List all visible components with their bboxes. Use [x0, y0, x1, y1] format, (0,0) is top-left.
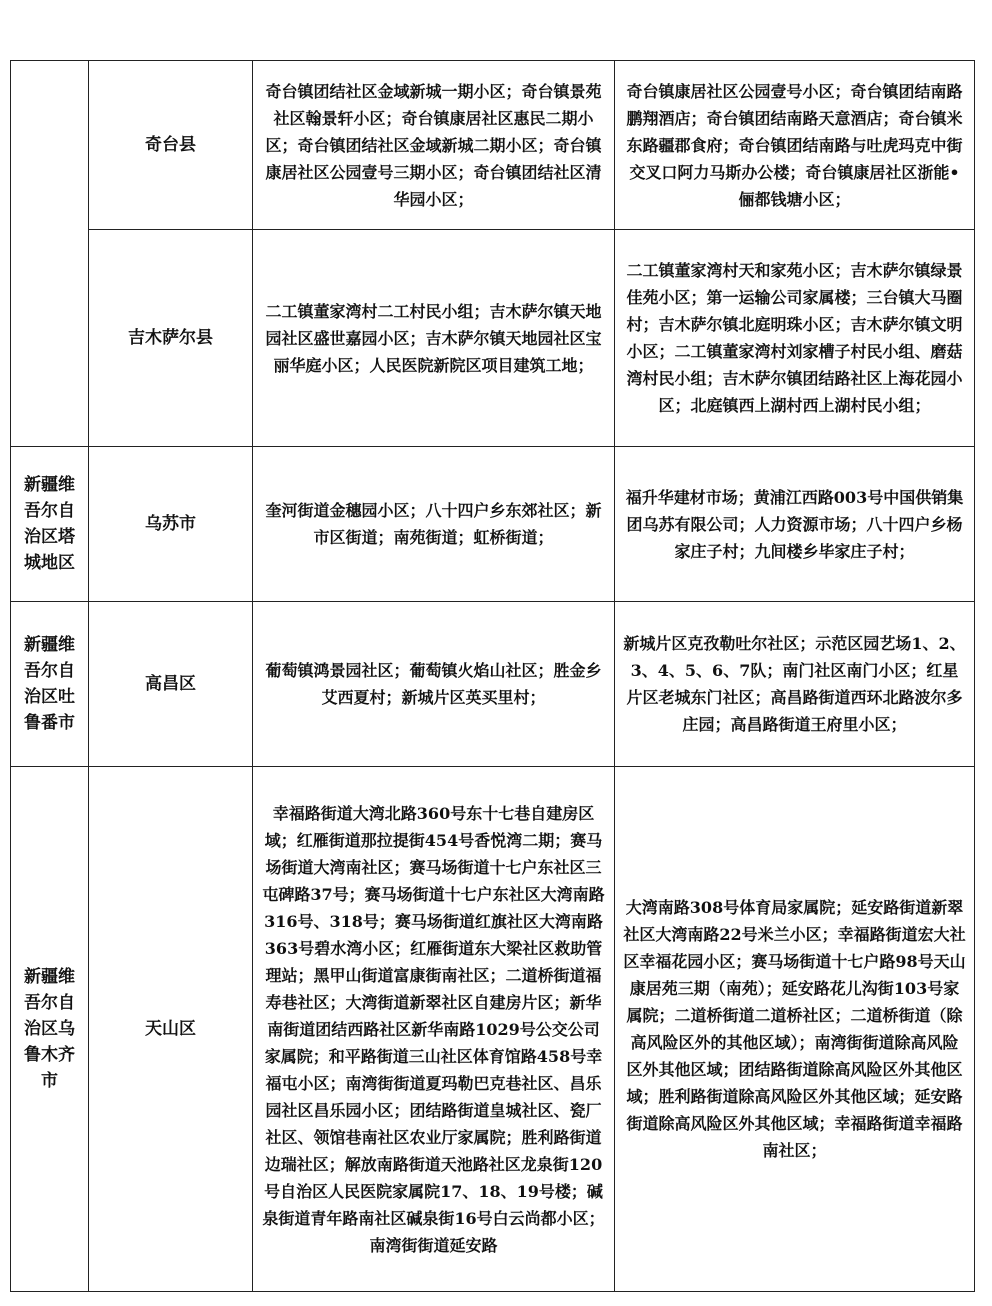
table-row — [11, 767, 975, 1292]
region-cell — [11, 61, 89, 447]
high-risk-area-list: 二工镇董家湾村二工村民小组；吉木萨尔镇天地园社区盛世嘉园小区；吉木萨尔镇天地园社区宝丽华庭小区；人民医院新院区项目建筑工地； — [253, 230, 615, 447]
county-cell: 天山区 — [89, 767, 253, 1292]
risk-area-table — [10, 60, 975, 1292]
county-cell: 吉木萨尔县 — [89, 230, 253, 447]
region-cell: 新疆维吾尔自治区乌鲁木齐市 — [11, 767, 89, 1292]
medium-risk-area-list: 二工镇董家湾村天和家苑小区；吉木萨尔镇绿景佳苑小区；第一运输公司家属楼；三台镇大马圈村；吉木萨尔镇北庭明珠小区；吉木萨尔镇文明小区；二工镇董家湾村刘家槽子村民小组、磨菇湾村民小组；吉木萨尔镇团结路社区上海花园小区；北庭镇西上湖村西上湖村民小组； — [615, 230, 975, 447]
county-cell: 乌苏市 — [89, 447, 253, 602]
table-row — [11, 61, 975, 230]
region-cell: 新疆维吾尔自治区塔城地区 — [11, 447, 89, 602]
table-row — [11, 447, 975, 602]
high-risk-area-list: 奇台镇团结社区金域新城一期小区；奇台镇景苑社区翰景轩小区；奇台镇康居社区惠民二期小区；奇台镇团结社区金域新城二期小区；奇台镇康居社区公园壹号三期小区；奇台镇团结社区清华园小区； — [253, 61, 615, 230]
high-risk-area-list: 奎河街道金穗园小区；八十四户乡东郊社区；新市区街道；南苑街道；虹桥街道； — [253, 447, 615, 602]
medium-risk-area-list: 新城片区克孜勒吐尔社区；示范区园艺场1、2、3、4、5、6、7队；南门社区南门小区；红星片区老城东门社区；高昌路街道西环北路波尔多庄园；高昌路街道王府里小区； — [615, 602, 975, 767]
high-risk-area-list: 幸福路街道大湾北路360号东十七巷自建房区域；红雁街道那拉提街454号香悦湾二期；赛马场街道大湾南社区；赛马场街道十七户东社区三屯碑路37号；赛马场街道十七户东社区大湾南路316号、318号；赛马场街道红旗社区大湾南路363号碧水湾小区；红雁街道东大梁社区救助管理站；黑甲山街道富康街南社区；二道桥街道福寿巷社区；大湾街道新翠社区自建房片区；新华南街道团结西路社区新华南路1029号公交公司家属院；和平路街道三山社区体育馆路458号幸福屯小区；南湾街街道夏玛勒巴克巷社区、昌乐园社区昌乐园小区；团结路街道皇城社区、瓷厂社区、领馆巷南社区农业厅家属院；胜利路街道边瑞社区；解放南路街道天池路社区龙泉街120号自治区人民医院家属院17、18、19号楼；碱泉街道青年路南社区碱泉街16号白云尚都小区；南湾街街道延安路 — [253, 767, 615, 1292]
medium-risk-area-list: 大湾南路308号体育局家属院；延安路街道新翠社区大湾南路22号米兰小区；幸福路街道宏大社区幸福花园小区；赛马场街道十七户路98号天山康居苑三期（南苑）；延安路花儿沟街103号家属院；二道桥街道二道桥社区；二道桥街道（除高风险区外的其他区域）；南湾街街道除高风险区外其他区域；团结路街道除高风险区外其他区域；胜利路街道除高风险区外其他区域；延安路街道除高风险区外其他区域；幸福路街道幸福路南社区； — [615, 767, 975, 1292]
region-cell: 新疆维吾尔自治区吐鲁番市 — [11, 602, 89, 767]
medium-risk-area-list: 奇台镇康居社区公园壹号小区；奇台镇团结南路鹏翔酒店；奇台镇团结南路天意酒店；奇台镇米东路疆郡食府；奇台镇团结南路与吐虎玛克中街交叉口阿力马斯办公楼；奇台镇康居社区浙能•俪都钱塘小区； — [615, 61, 975, 230]
medium-risk-area-list: 福升华建材市场；黄浦江西路003号中国供销集团乌苏有限公司；人力资源市场；八十四户乡杨家庄子村；九间楼乡毕家庄子村； — [615, 447, 975, 602]
county-cell: 奇台县 — [89, 61, 253, 230]
table-row — [11, 602, 975, 767]
table-row — [11, 230, 975, 447]
high-risk-area-list: 葡萄镇鸿景园社区；葡萄镇火焰山社区；胜金乡艾西夏村；新城片区英买里村； — [253, 602, 615, 767]
county-cell: 高昌区 — [89, 602, 253, 767]
